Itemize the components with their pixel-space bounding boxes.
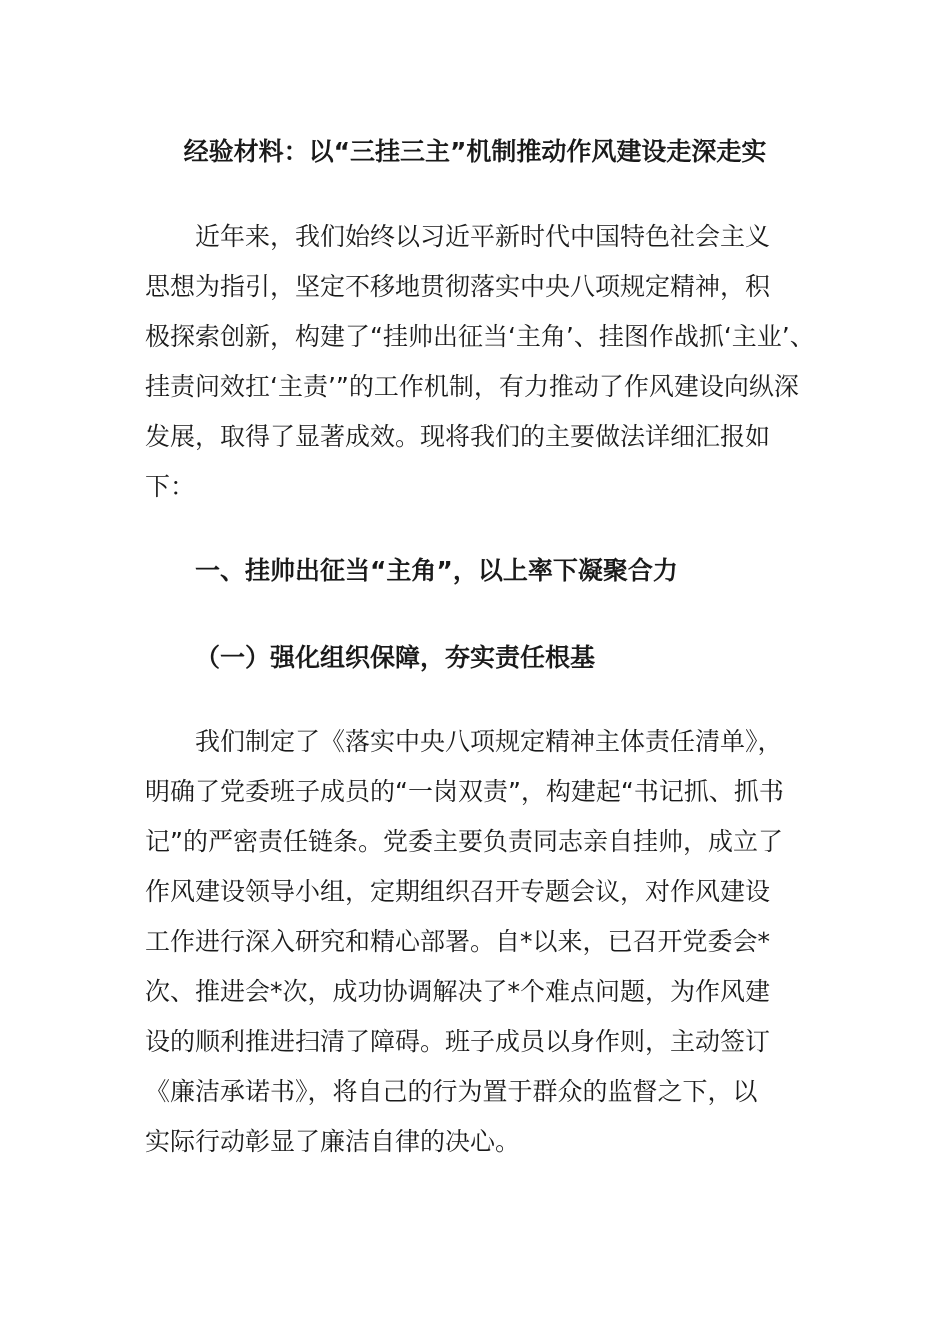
intro-paragraph [145, 212, 815, 512]
paragraph-line: 我们制定了《落实中央八项规定精神主体责任清单》， [195, 727, 783, 756]
paragraph-line: 《廉洁承诺书》，将自己的行为置于群众的监督之下，以 [145, 1077, 758, 1106]
paragraph-line: 设的顺利推进扫清了障碍。班子成员以身作则，主动签订 [145, 1027, 771, 1056]
subsection-heading: （一）强化组织保障，夯实责任根基 [195, 643, 596, 672]
paragraph-line: 发展，取得了显著成效。现将我们的主要做法详细汇报如 [145, 422, 771, 451]
paragraph-line: 实际行动彰显了廉洁自律的决心。 [145, 1127, 521, 1156]
subsection-paragraph [145, 717, 810, 1167]
section-heading: 一、挂帅出征当“主角”，以上率下凝聚合力 [195, 556, 678, 585]
paragraph-line: 记”的严密责任链条。党委主要负责同志亲自挂帅，成立了 [145, 827, 783, 856]
paragraph-line: 挂责问效扛‘主责’”的工作机制，有力推动了作风建设向纵深 [145, 372, 799, 401]
paragraph-line: 作风建设领导小组，定期组织召开专题会议，对作风建设 [145, 877, 771, 906]
document-title: 经验材料：以“三挂三主”机制推动作风建设走深走实 [183, 137, 767, 166]
paragraph-line: 次、推进会*次，成功协调解决了*个难点问题，为作风建 [145, 977, 771, 1006]
paragraph-line: 近年来，我们始终以习近平新时代中国特色社会主义 [195, 222, 771, 251]
paragraph-line: 下： [145, 472, 196, 501]
paragraph-line: 思想为指引，坚定不移地贯彻落实中央八项规定精神，积 [145, 272, 771, 301]
paragraph-line: 极探索创新，构建了“挂帅出征当‘主角’、挂图作战抓‘主业’、 [145, 322, 815, 351]
paragraph-line: 工作进行深入研究和精心部署。自*以来，已召开党委会* [145, 927, 771, 956]
paragraph-line: 明确了党委班子成员的“一岗双责”，构建起“书记抓、抓书 [145, 777, 784, 806]
